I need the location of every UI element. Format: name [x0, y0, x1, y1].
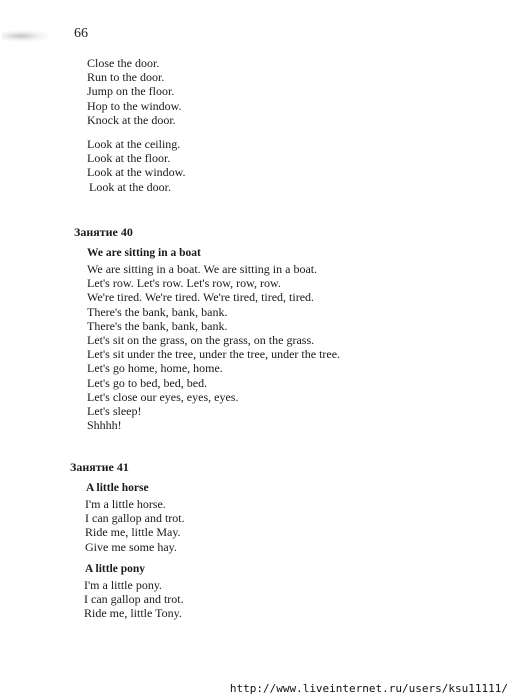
verse-line: Look at the door.: [89, 179, 171, 194]
page-number: 66: [74, 26, 88, 41]
poem-line: Let's sit under the tree, under the tree, under the tree.: [87, 347, 341, 362]
verse-line: Jump on the floor.: [87, 84, 175, 99]
look-verses: [87, 137, 186, 194]
poem-line: There's the bank, bank, bank.: [87, 304, 228, 319]
verse-line: Run to the door.: [87, 70, 165, 85]
poem-line: Ride me, little May.: [85, 525, 181, 540]
verse-line: Look at the ceiling.: [87, 137, 181, 151]
poem-line: Ride me, little Tony.: [84, 606, 182, 621]
poem-line: I can gallop and trot.: [84, 592, 184, 607]
boat-poem: [87, 262, 340, 432]
poem-line: Let's go home, home, home.: [87, 361, 223, 376]
poem-line: Shhhh!: [87, 418, 122, 433]
verse-line: Close the door.: [87, 56, 160, 70]
verse-line: Look at the floor.: [87, 151, 171, 166]
poem-title-boat: We are sitting in a boat: [87, 247, 201, 259]
poem-line: Let's row. Let's row. Let's row, row, row.: [87, 276, 281, 291]
lesson-40-heading: Занятие 40: [74, 225, 133, 239]
poem-title-horse: A little horse: [86, 482, 149, 494]
poem-line: I'm a little horse.: [85, 497, 166, 511]
poem-line: We are sitting in a boat. We are sitting in a boat.: [87, 262, 318, 276]
poem-line: We're tired. We're tired. We're tired, tired, tired.: [87, 290, 315, 305]
poem-line: Let's close our eyes, eyes, eyes.: [87, 389, 239, 404]
verse-line: Look at the window.: [87, 165, 186, 180]
poem-line: I'm a little pony.: [84, 578, 163, 592]
verse-line: Knock at the door.: [87, 112, 176, 127]
poem-line: Let's go to bed, bed, bed.: [87, 375, 208, 390]
poem-line: I can gallop and trot.: [85, 511, 185, 526]
scan-smudge: [2, 30, 50, 42]
poem-line: Let's sit on the grass, on the grass, on the grass.: [87, 333, 315, 348]
command-verses: [87, 56, 182, 127]
poem-line: Give me some hay.: [85, 539, 177, 554]
pony-poem: [84, 578, 184, 621]
poem-line: There's the bank, bank, bank.: [87, 318, 228, 333]
poem-line: Let's sleep!: [87, 404, 142, 419]
horse-poem: [85, 497, 185, 554]
lesson-41-heading: Занятие 41: [70, 460, 129, 474]
verse-line: Hop to the window.: [87, 98, 182, 113]
source-url-watermark[interactable]: http://www.liveinternet.ru/users/ksu11111/: [229, 682, 508, 695]
poem-title-pony: A little pony: [85, 563, 146, 575]
